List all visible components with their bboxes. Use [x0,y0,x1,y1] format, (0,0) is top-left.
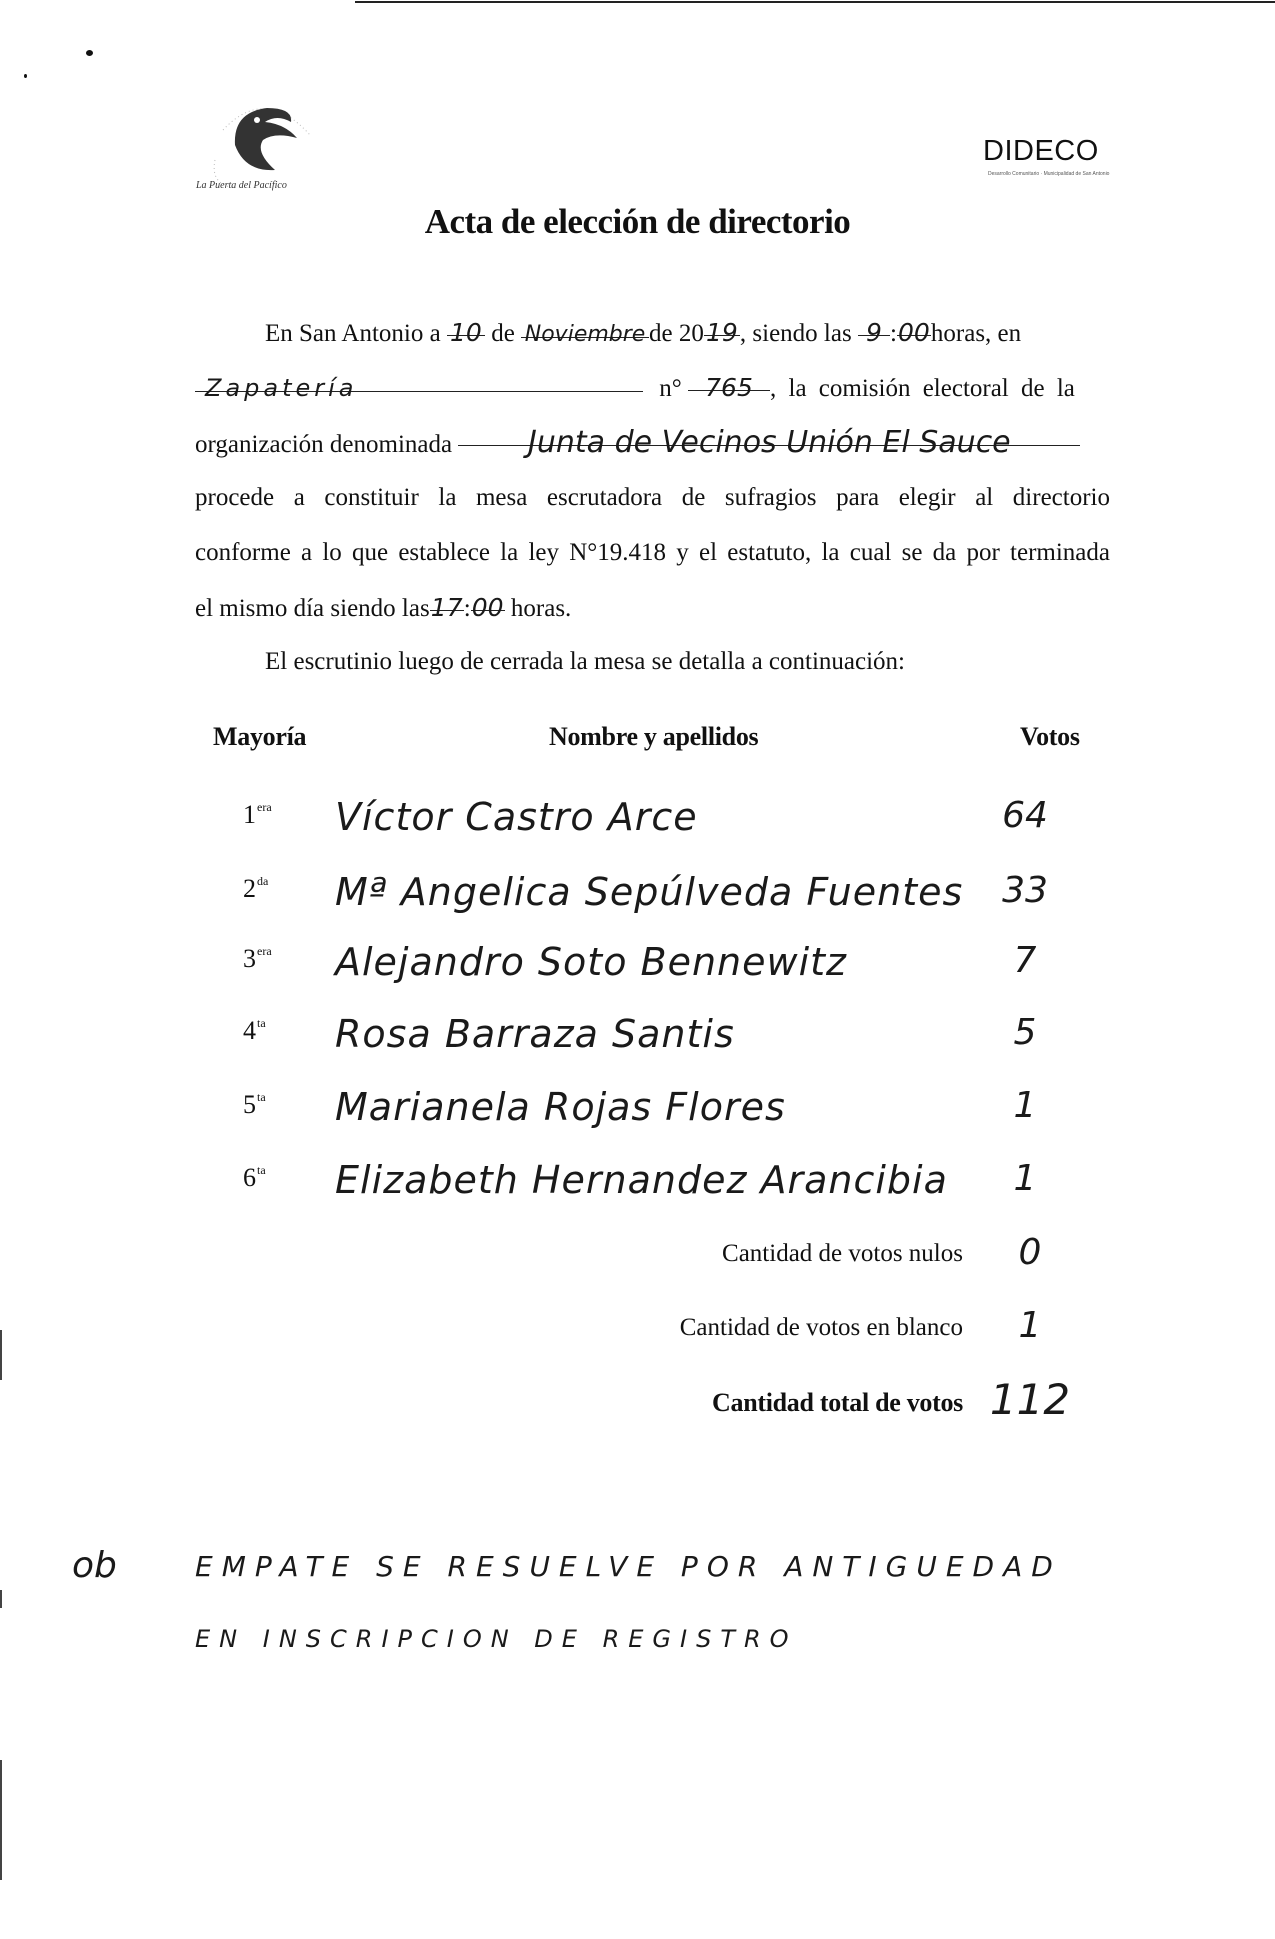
paragraph-line-2 [195,360,1110,415]
rank-number: 5 [243,1090,256,1119]
column-header-name: Nombre y apellidos [549,722,759,751]
row-2-name: Mª Angelica Sepúlveda Fuentes [335,870,964,914]
rank-number: 4 [243,1016,256,1045]
scan-speck [86,50,93,56]
scan-edge-mark [0,1760,2,1880]
row-4-votes: 5 [1013,1012,1037,1053]
observation-line-2: EN INSCRIPCION DE REGISTRO [195,1625,798,1653]
scan-edge-mark [0,1330,2,1380]
text: el mismo día siendo las [195,595,430,622]
paragraph-line-1 [195,305,1110,360]
row-2-votes: 33 [1002,870,1048,911]
rank-suffix: ta [257,1090,266,1104]
act-paragraph [195,305,1110,655]
start-hour-field: 9 [858,305,890,336]
logo-caption: La Puerta del Pacífico [196,180,287,191]
rank-suffix: era [257,800,272,814]
end-hour-field: 17 [430,580,464,611]
rank-number: 6 [243,1163,256,1192]
start-minute-field: 00 [897,305,931,336]
rank-suffix: da [257,874,269,888]
scan-edge-mark [0,1590,2,1608]
rank-number: 3 [243,944,256,973]
observation-prefix: ob [72,1545,117,1586]
text: de [491,320,515,347]
day-field: 10 [447,305,485,336]
document-title: Acta de elección de directorio [424,202,851,241]
row-1-name: Víctor Castro Arce [335,795,698,839]
text: horas, en [930,320,1022,347]
rank-number: 2 [243,874,256,903]
month-field: Noviembre [521,307,649,338]
column-header-rank: Mayoría [213,722,307,751]
row-1-votes: 64 [1002,795,1048,836]
scrutiny-intro: El escrutinio luego de cerrada la mesa se detalla a continuación: [265,648,906,675]
row-4-rank [243,1016,266,1046]
row-4-name: Rosa Barraza Santis [335,1012,735,1056]
row-1-rank [243,800,272,830]
end-minute-field: 00 [471,580,505,611]
scan-top-border [355,1,1275,3]
street-number-field: 765 [688,360,770,391]
blank-votes-value: 1 [1018,1305,1042,1346]
row-3-name: Alejandro Soto Bennewitz [335,940,848,984]
paragraph-line-3 [195,415,1110,470]
text: : [463,595,471,622]
text: , la comisión electoral de la [770,375,1075,402]
street-field: Zapatería [195,361,643,392]
rank-suffix: ta [257,1163,266,1177]
blank-votes-label: Cantidad de votos en blanco [679,1314,963,1341]
column-header-votes: Votos [1020,722,1080,751]
total-votes-label: Cantidad total de votos [712,1388,963,1417]
text: organización denominada [195,431,453,458]
rank-suffix: ta [257,1016,266,1030]
row-3-rank [243,944,272,974]
text: , siendo las [739,320,852,347]
scan-speck [24,74,27,78]
observation-line-1: EMPATE SE RESUELVE POR ANTIGUEDAD [195,1550,1062,1583]
null-votes-label: Cantidad de votos nulos [722,1240,963,1267]
row-5-rank [243,1090,266,1120]
text: En San Antonio a [265,320,441,347]
row-6-name: Elizabeth Hernandez Arancibia [335,1158,948,1202]
row-2-rank [243,874,268,904]
total-votes-value: 112 [989,1375,1071,1424]
row-6-rank [243,1163,266,1193]
row-3-votes: 7 [1013,940,1037,981]
text: de 20 [649,320,704,347]
year-field: 19 [704,305,740,336]
text: : [889,320,897,347]
row-5-name: Marianela Rojas Flores [335,1085,786,1129]
text: horas. [510,595,572,622]
null-votes-value: 0 [1018,1232,1042,1273]
paragraph-line-4: procede a constituir la mesa escrutadora de sufragios para elegir al directorio [195,484,1110,511]
organization-field: Junta de Vecinos Unión El Sauce [458,415,1080,446]
rank-suffix: era [257,944,272,958]
paragraph-line-6 [195,580,1110,635]
paragraph-line-5: conforme a lo que establece la ley N°19.418 y el estatuto, la cual se da por terminada [195,539,1110,566]
row-5-votes: 1 [1013,1085,1037,1126]
dideco-logo-subtitle: Desarrollo Comunitario · Municipalidad de San Antonio [988,171,1110,177]
row-6-votes: 1 [1013,1158,1037,1199]
text: n° [659,375,682,402]
rank-number: 1 [243,800,256,829]
dideco-logo: DIDECO [983,135,1099,167]
